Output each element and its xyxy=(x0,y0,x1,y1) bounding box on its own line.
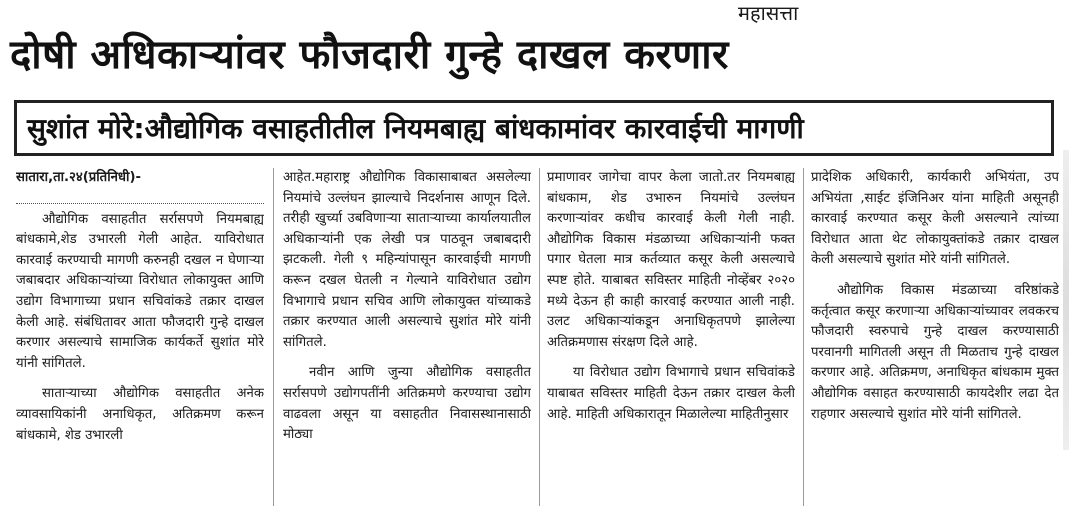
paragraph: साताऱ्याच्या औद्योगिक वसाहतीत अनेक व्यावसायिकांनी अनाधिकृत, अतिक्रमण करून बांधकामे, शेड उभारली xyxy=(16,386,264,443)
article-column-2 xyxy=(283,168,531,508)
dateline: सातारा,ता.२४(प्रतिनिधी)- xyxy=(16,170,141,185)
article-column-3 xyxy=(547,168,795,508)
paragraph: औद्योगिक वसाहतीत सर्रासपणे नियमबाह्य बांधकामे,शेड उभारली गेली आहेत. याविरोधात कारवाई करण्याची मागणी करुनही दखल न घेणाऱ्या जबाबदार अधिकाऱ्यांच्या विरोधात लोकायुक्त आणि उद्योग विभागाच्या प्रधान सचिवांकडे तक्रार दाखल केली आहे. संबंधितावर आता फौजदारी गुन्हे दाखल करणार असल्याचे सामाजिक कार्यकर्ते सुशांत मोरे यांनी सांगितले. xyxy=(16,211,264,371)
paragraph: प्रमाणावर जागेचा वापर केला जातो.तर नियमबाह्य बांधकाम, शेड उभारुन नियमांचे उल्लंघन करणाऱ्यांवर कधीच कारवाई केली गेली नाही. औद्योगिक विकास मंडळाच्या अधिकाऱ्यांनी फक्त पगार घेतला मात्र कर्तव्यात कसूर केली असल्याचे स्पष्ट होते. याबाबत सविस्तर माहिती नोव्हेंबर २०२० मध्ये देऊन ही काही कारवाई करण्यात आली नाही. उलट अधिकाऱ्यांकडून अनाधिकृतपणे झालेल्या अतिक्रमणास संरक्षण दिले आहे. xyxy=(547,170,795,350)
column-divider xyxy=(539,168,540,506)
paragraph: प्रादेशिक अधिकारी, कार्यकारी अभियंता, उप अभियंता ,साईट इंजिनिअर यांना माहिती असूनही कारवाई करण्यात कसूर केली असल्याने त्यांच्या विरोधात आता थेट लोकायुक्तांकडे तक्रार दाखल केली असल्याचे सुशांत मोरे यांनी सांगितले. xyxy=(811,170,1059,268)
dateline-separator xyxy=(16,191,264,204)
page-edge xyxy=(1063,150,1069,450)
paragraph: औद्योगिक विकास मंडळाच्या वरिष्ठांकडे कर्तृत्वात कसूर करणाऱ्या अधिकाऱ्यांच्यावर लवकरच फौजदारी स्वरुपाचे गुन्हे दाखल करण्यासाठी परवानगी मागितली असून ती मिळताच गुन्हे दाखल करणार आहे. अतिक्रमण, अनाधिकृत बांधकाम मुक्त औद्योगिक वसाहत करण्यासाठी कायदेशीर लढा देत राहणार असल्याचे सुशांत मोरे यांनी सांगितले. xyxy=(811,282,1059,422)
subheadline: सुशांत मोरे:औद्योगिक वसाहतीतील नियमबाह्य बांधकामांवर कारवाईची मागणी xyxy=(27,112,804,145)
paragraph: या विरोधात उद्योग विभागाचे प्रधान सचिवांकडे याबाबत सविस्तर माहिती देऊन तक्रार दाखल केली आहे. माहिती अधिकारातून मिळालेल्या माहितीनुसार xyxy=(547,365,795,422)
newspaper-masthead: महासत्ता xyxy=(738,1,799,25)
article-column-1 xyxy=(16,168,264,508)
article-column-4 xyxy=(811,168,1059,508)
paragraph: आहेत.महाराष्ट्र औद्योगिक विकासाबाबत असलेल्या नियमांचे उल्लंघन झाल्याचे निदर्शनास आणून दिले. तरीही खुर्च्या उबविणाऱ्या साताऱ्याच्या कार्यालयातील अधिकाऱ्यांनी एक लेखी पत्र पाठवून जबाबदारी झटकली. गेली ९ महिन्यांपासून कारवाईची मागणी करून दखल घेतली न गेल्याने याविरोधात उद्योग विभागाचे प्रधान सचिव आणि लोकायुक्त यांच्याकडे तक्रार करण्यात आली असल्याचे सुशांत मोरे यांनी सांगितले. xyxy=(283,170,531,350)
paragraph: नवीन आणि जुन्या औद्योगिक वसाहतीत सर्रासपणे उद्योगपतींनी अतिक्रमणे करण्याचा उद्योग वाढवला असून या वसाहतीत निवासस्थानासाठी मोठ्या xyxy=(283,365,531,443)
headline: दोषी अधिकाऱ्यांवर फौजदारी गुन्हे दाखल करणार xyxy=(10,32,729,78)
column-divider xyxy=(273,168,274,506)
subheadline-box xyxy=(14,100,1054,156)
column-divider xyxy=(803,168,804,506)
